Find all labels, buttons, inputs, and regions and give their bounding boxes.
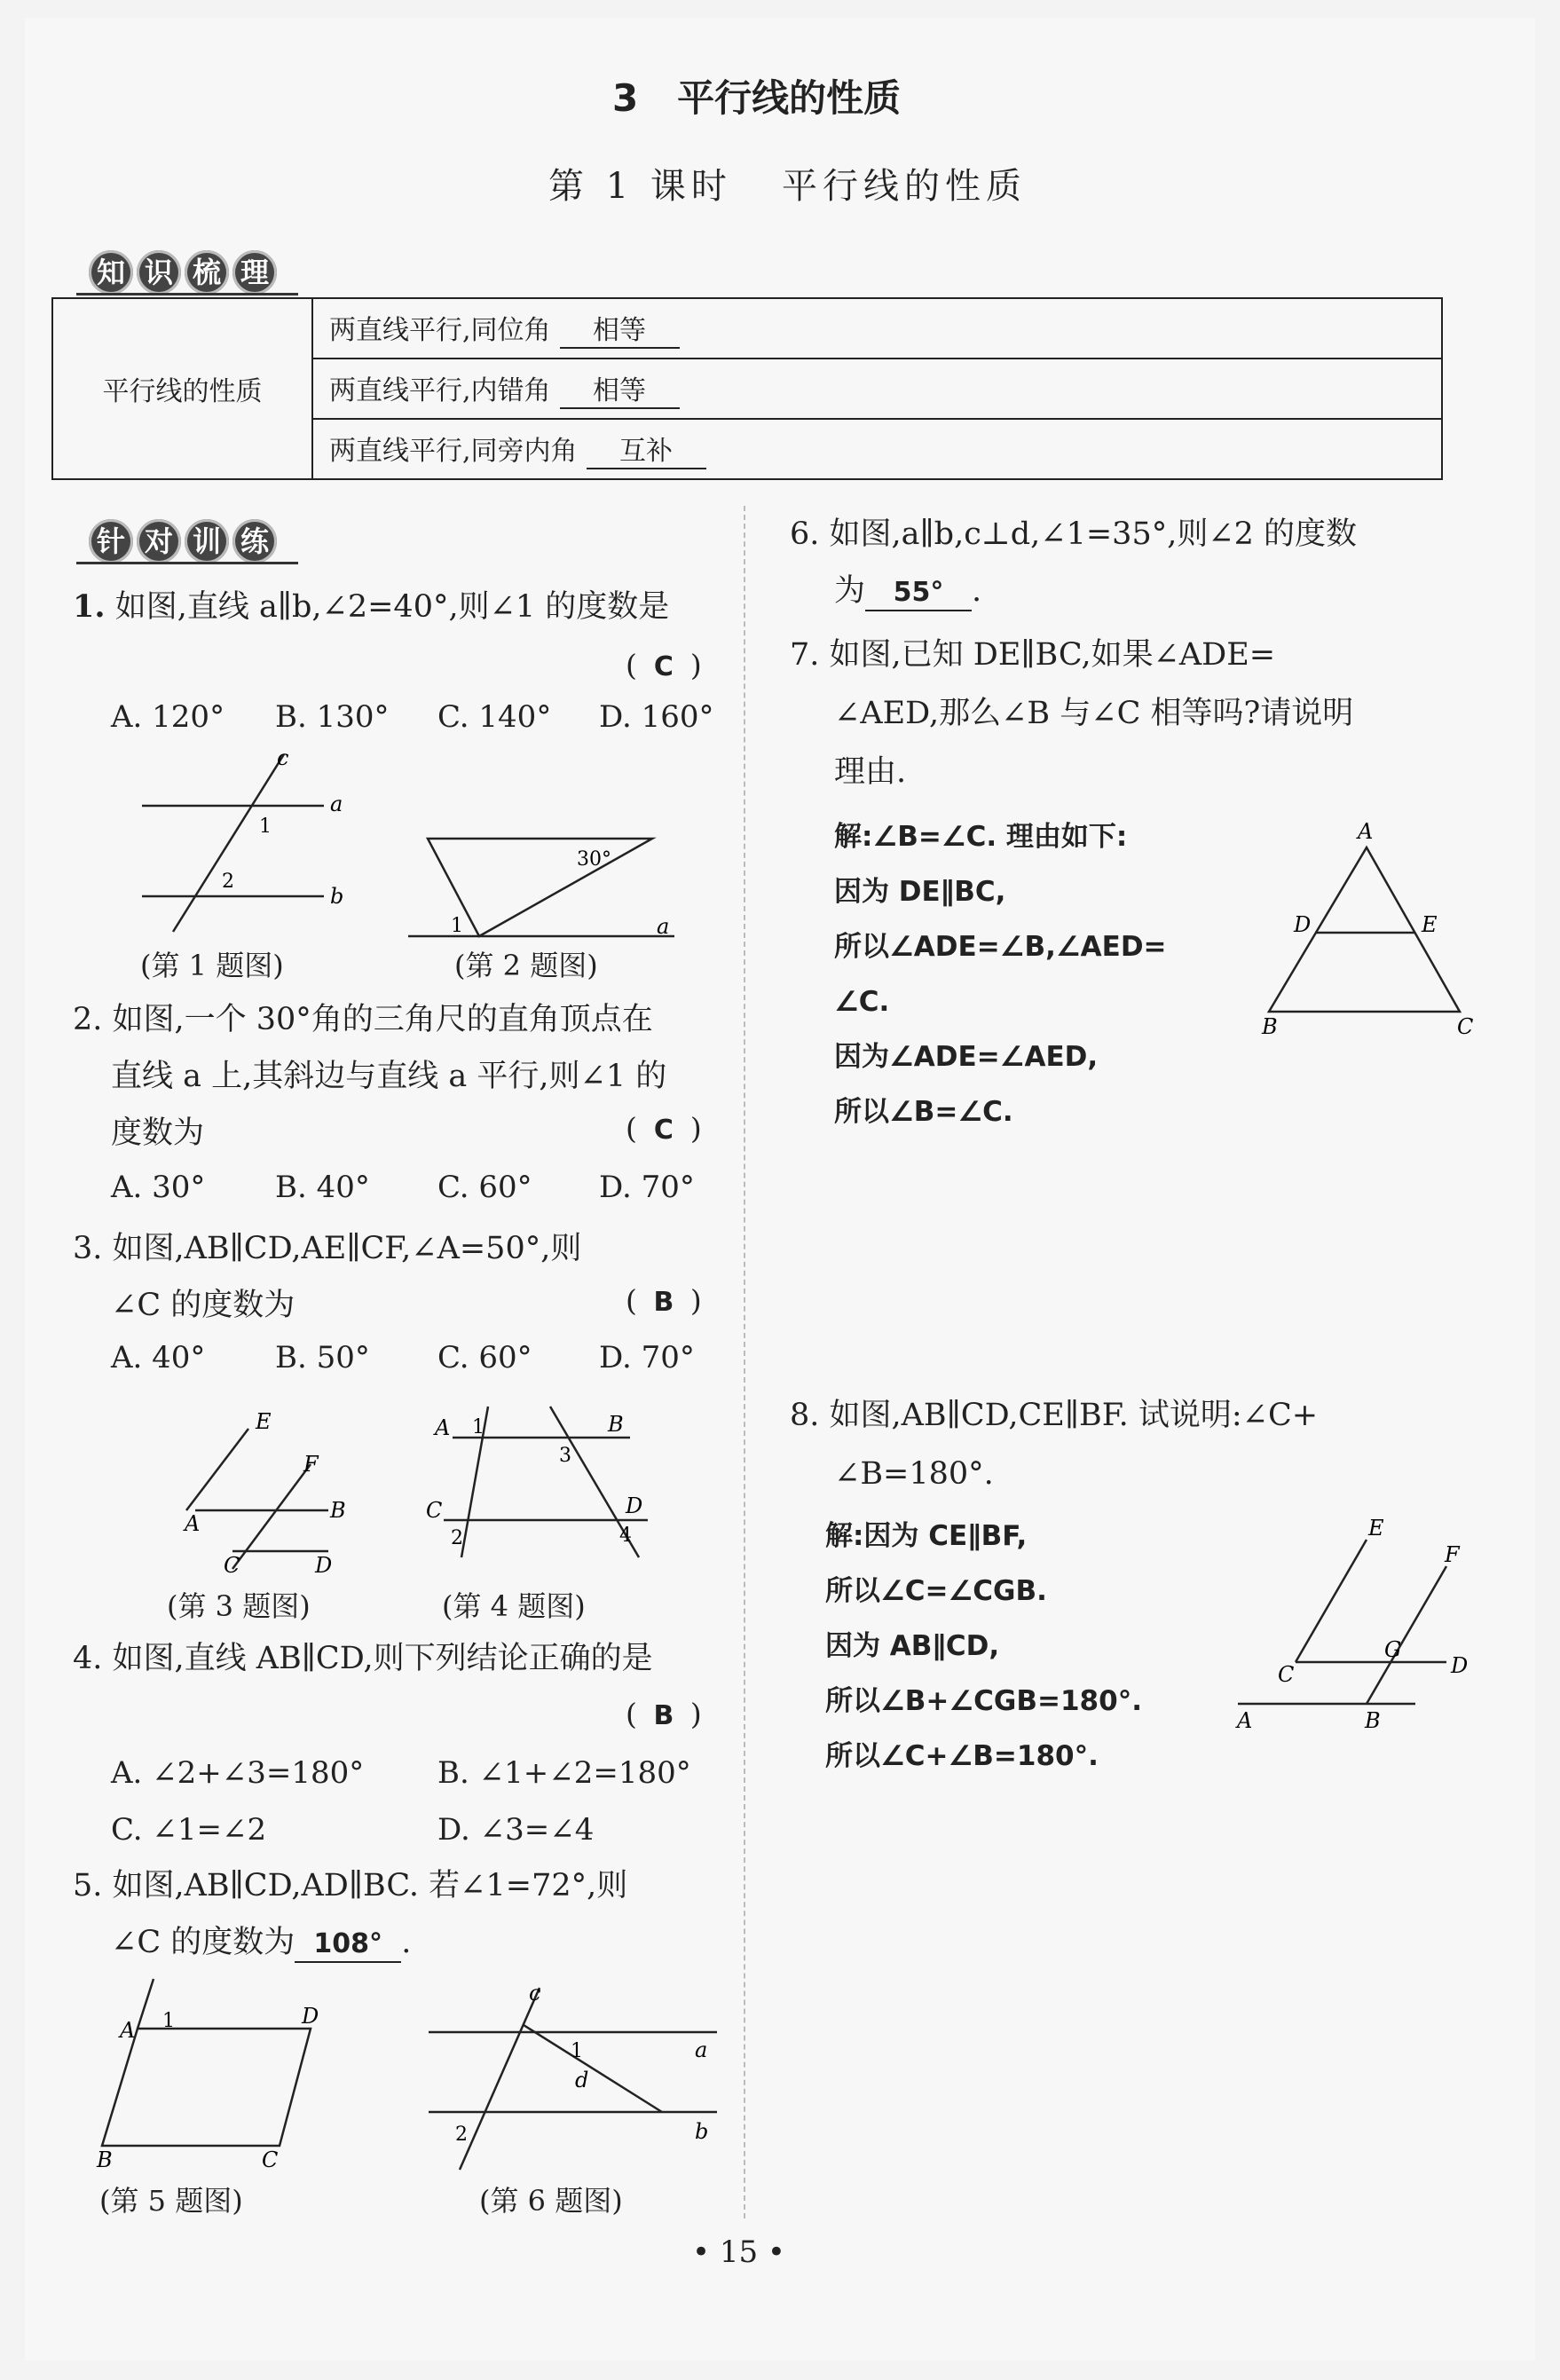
figure-8 (1233, 1513, 1491, 1735)
option: C. 60° (437, 1340, 532, 1375)
solution-7-line: 解:∠B=∠C. 理由如下: (834, 821, 1128, 853)
answer-letter: C (653, 651, 674, 682)
line-BF (1367, 1566, 1446, 1704)
column-divider (744, 506, 745, 2218)
lesson-title (548, 158, 1027, 209)
solution-8-line: 所以∠B+∠CGB=180°. (825, 1685, 1142, 1717)
question-8-line: 8. 如图,AB∥CD,CE∥BF. 试说明:∠C+ (790, 1398, 1319, 1433)
figure-2 (408, 830, 692, 954)
table-row (52, 298, 1442, 359)
question-3-line: ∠C 的度数为 (111, 1288, 295, 1323)
line-c (460, 1988, 540, 2170)
label-C: C (426, 1498, 443, 1523)
line-AE (186, 1429, 248, 1510)
badge-underline (76, 293, 298, 296)
badge-char: 理 (232, 250, 277, 295)
badge-char: 识 (137, 250, 181, 295)
answer-choice: ( C ) (626, 648, 702, 682)
label-a: a (695, 2037, 708, 2062)
table-row-header: 平行线的性质 (52, 298, 312, 479)
badge-char: 知 (89, 250, 133, 295)
option: B. 50° (275, 1340, 370, 1375)
label-E: E (1422, 912, 1438, 937)
label-a: a (330, 792, 343, 816)
label-angle-2: 2 (455, 2124, 468, 2146)
table-cell (312, 359, 1442, 419)
solution-8-line: 所以∠C+∠B=180°. (825, 1740, 1099, 1772)
label-angle-4: 4 (619, 1525, 632, 1547)
badge-char: 练 (232, 519, 277, 563)
label-angle-1: 1 (451, 915, 463, 937)
option: A. 120° (111, 699, 225, 735)
option: C. 140° (437, 699, 552, 735)
answer-blank: 108° (295, 1927, 401, 1963)
figure-5 (93, 1979, 359, 2172)
label-b: b (695, 2119, 709, 2144)
label-G: G (1384, 1637, 1402, 1662)
badge-char: 训 (185, 519, 229, 563)
label-B: B (330, 1498, 346, 1523)
label-C: C (1457, 1014, 1474, 1039)
label-A: A (1358, 819, 1374, 844)
option: C. ∠1=∠2 (111, 1812, 267, 1848)
question-text: 为 (834, 573, 866, 609)
answer-letter: C (653, 1115, 674, 1146)
option: C. 60° (437, 1170, 532, 1205)
knowledge-table (51, 297, 1443, 480)
rule-answer: 相等 (560, 368, 680, 409)
question-text: 如图,直线 a∥b,∠2=40°,则∠1 的度数是 (114, 589, 670, 625)
badge-char: 针 (89, 519, 133, 563)
label-B: B (1365, 1708, 1381, 1733)
figure-3 (177, 1411, 382, 1580)
question-1: 1. 如图,直线 a∥b,∠2=40°,则∠1 的度数是 (73, 588, 670, 625)
figure-1-caption: (第 1 题图) (140, 949, 284, 982)
label-D: D (1294, 912, 1312, 937)
option: A. 30° (111, 1170, 206, 1205)
lesson-title-text: 平行线的性质 (782, 166, 1028, 207)
label-E: E (1368, 1516, 1384, 1541)
rule-text: 两直线平行,同旁内角 (329, 436, 578, 467)
question-7-line: 理由. (834, 754, 907, 790)
label-A: A (185, 1511, 201, 1536)
figure-7 (1260, 816, 1491, 1039)
question-7-line: 7. 如图,已知 DE∥BC,如果∠ADE= (790, 637, 1276, 673)
page-number: • 15 • (692, 2234, 785, 2270)
question-5-line: ∠C 的度数为 108° . (111, 1914, 411, 1971)
section-title-text: 平行线的性质 (677, 76, 902, 120)
question-3-line: 3. 如图,AB∥CD,AE∥CF,∠A=50°,则 (73, 1231, 582, 1266)
option: D. 70° (599, 1340, 695, 1375)
section-number: 3 (612, 76, 639, 120)
question-2-line: 直线 a 上,其斜边与直线 a 平行,则∠1 的 (111, 1059, 667, 1094)
label-angle-3: 3 (559, 1445, 571, 1467)
label-D: D (1451, 1653, 1469, 1678)
label-F: F (303, 1452, 319, 1477)
figure-6 (424, 1981, 726, 2174)
answer-blank: 55° (865, 576, 972, 611)
knowledge-badge (89, 250, 277, 295)
label-angle-2: 2 (451, 1527, 463, 1549)
solution-7-line: 所以∠B=∠C. (834, 1096, 1013, 1128)
question-4-line: 4. 如图,直线 AB∥CD,则下列结论正确的是 (73, 1641, 653, 1676)
label-c: c (277, 745, 289, 770)
label-D: D (626, 1493, 643, 1518)
rule-text: 两直线平行,内错角 (329, 375, 551, 406)
badge-char: 对 (137, 519, 181, 563)
label-angle-30: 30° (577, 848, 611, 871)
label-B: B (608, 1412, 624, 1437)
badge-underline (76, 562, 298, 564)
option: D. 160° (599, 699, 714, 735)
figure-1 (133, 745, 399, 958)
label-F: F (1445, 1542, 1460, 1567)
rule-answer: 互补 (587, 429, 706, 469)
line-d (524, 2025, 662, 2112)
solution-7-line: 因为∠ADE=∠AED, (834, 1041, 1099, 1073)
figure-2-caption: (第 2 题图) (454, 949, 598, 982)
question-5-line: 5. 如图,AB∥CD,AD∥BC. 若∠1=72°,则 (73, 1868, 628, 1903)
option: B. ∠1+∠2=180° (437, 1755, 691, 1791)
label-C: C (1278, 1662, 1295, 1687)
question-7-line: ∠AED,那么∠B 与∠C 相等吗?请说明 (834, 696, 1354, 731)
figure-5-caption: (第 5 题图) (99, 2184, 243, 2218)
question-6-line: 6. 如图,a∥b,c⊥d,∠1=35°,则∠2 的度数 (790, 516, 1358, 552)
label-B: B (97, 2148, 113, 2172)
answer-letter: B (653, 1700, 674, 1731)
option: B. 40° (275, 1170, 370, 1205)
option: D. 70° (599, 1170, 695, 1205)
answer-letter: B (653, 1287, 674, 1318)
solution-8-line: 所以∠C=∠CGB. (825, 1575, 1047, 1607)
answer-choice: ( B ) (626, 1283, 702, 1318)
label-b: b (330, 884, 344, 909)
label-A: A (435, 1415, 451, 1440)
label-C: C (224, 1553, 240, 1578)
label-E: E (256, 1409, 272, 1434)
answer-choice: ( C ) (626, 1111, 702, 1146)
label-angle-1: 1 (259, 816, 272, 838)
question-2-line: 度数为 (111, 1115, 205, 1151)
label-a: a (657, 914, 670, 939)
label-d: d (575, 2068, 589, 2092)
label-angle-1: 1 (472, 1416, 485, 1438)
label-angle-1: 1 (571, 2040, 583, 2062)
label-C: C (262, 2148, 279, 2172)
label-c: c (529, 1981, 541, 2006)
label-D: D (315, 1553, 333, 1578)
label-D: D (302, 2004, 319, 2029)
solution-7-line: ∠C. (834, 986, 890, 1018)
badge-char: 梳 (185, 250, 229, 295)
figure-4 (426, 1407, 666, 1584)
label-angle-1: 1 (162, 2010, 175, 2032)
label-B: B (1262, 1014, 1278, 1039)
extension-BA (138, 1979, 154, 2029)
parallelogram-ABCD (102, 2029, 311, 2146)
lesson-number: 第 1 课时 (548, 166, 732, 207)
table-cell (312, 419, 1442, 479)
option: A. ∠2+∠3=180° (111, 1755, 365, 1791)
question-6-line: 为 55° . (834, 563, 981, 619)
section-title (612, 69, 901, 122)
figure-6-caption: (第 6 题图) (479, 2184, 623, 2218)
line-c (173, 754, 284, 932)
label-A: A (120, 2018, 136, 2043)
label-angle-2: 2 (222, 871, 234, 893)
table-cell (312, 298, 1442, 359)
solution-7-line: 所以∠ADE=∠B,∠AED= (834, 931, 1167, 963)
figure-4-caption: (第 4 题图) (442, 1589, 586, 1623)
option: B. 130° (275, 699, 390, 735)
solution-8-line: 因为 AB∥CD, (825, 1630, 1000, 1662)
option: A. 40° (111, 1340, 206, 1375)
line-CF (232, 1464, 311, 1569)
figure-3-caption: (第 3 题图) (167, 1589, 311, 1623)
label-A: A (1237, 1708, 1253, 1733)
question-2-line: 2. 如图,一个 30°角的三角尺的直角顶点在 (73, 1002, 653, 1037)
option: D. ∠3=∠4 (437, 1812, 595, 1848)
rule-text: 两直线平行,同位角 (329, 315, 551, 346)
solution-7-line: 因为 DE∥BC, (834, 876, 1006, 908)
line-CE (1296, 1540, 1367, 1662)
rule-answer: 相等 (560, 308, 680, 349)
practice-badge (89, 519, 277, 563)
question-8-line: ∠B=180°. (834, 1456, 994, 1492)
question-text: ∠C 的度数为 (111, 1925, 295, 1960)
solution-8-line: 解:因为 CE∥BF, (825, 1520, 1028, 1552)
answer-choice: ( B ) (626, 1697, 702, 1731)
